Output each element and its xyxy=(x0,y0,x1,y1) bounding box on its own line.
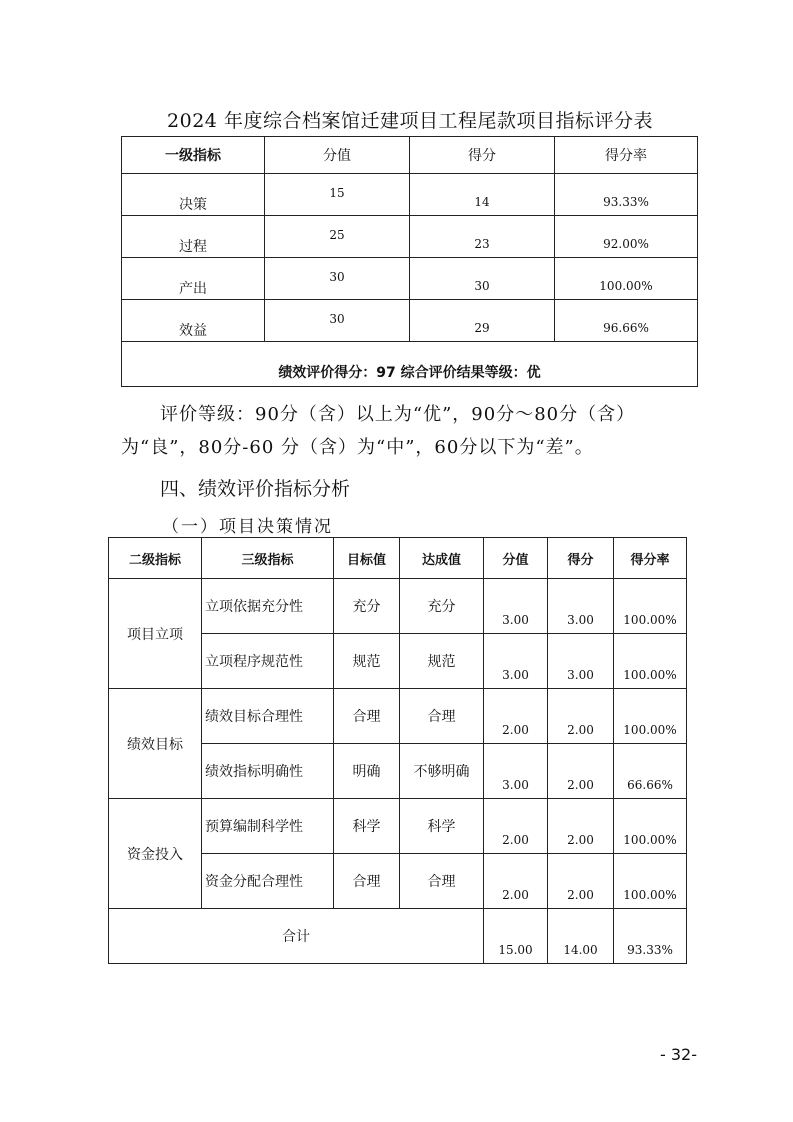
grading-rule-line-1: 评价等级：90分（含）以上为“优”，90分～80分（含） xyxy=(160,404,636,425)
group-name-cell: 资金投入 xyxy=(109,799,202,909)
value-cell: 25 xyxy=(265,216,410,258)
rate-cell: 93.33% xyxy=(555,174,698,216)
header-cell: 目标值 xyxy=(334,538,400,579)
header-cell: 三级指标 xyxy=(202,538,334,579)
actual-cell: 规范 xyxy=(400,634,484,689)
target-cell: 合理 xyxy=(334,854,400,909)
table-row xyxy=(109,689,687,744)
score-cell: 3.00 xyxy=(548,634,614,689)
table-row xyxy=(122,216,698,258)
value-cell: 30 xyxy=(265,258,410,300)
table-row xyxy=(109,579,687,634)
score-summary-table xyxy=(121,136,698,387)
rate-cell: 66.66% xyxy=(614,744,687,799)
indicator-cell: 预算编制科学性 xyxy=(202,799,334,854)
header-cell: 分值 xyxy=(484,538,548,579)
header-cell: 二级指标 xyxy=(109,538,202,579)
rate-cell: 92.00% xyxy=(555,216,698,258)
table-row xyxy=(122,300,698,342)
header-cell: 得分率 xyxy=(555,137,698,174)
header-cell: 得分 xyxy=(548,538,614,579)
decision-indicator-table xyxy=(108,537,687,964)
total-rate-cell: 93.33% xyxy=(614,909,687,964)
rate-cell: 100.00% xyxy=(614,854,687,909)
actual-cell: 充分 xyxy=(400,579,484,634)
target-cell: 规范 xyxy=(334,634,400,689)
grading-rule-line-2: 为“良”，80分-60 分（含）为“中”，60分以下为“差”。 xyxy=(121,437,594,458)
total-row xyxy=(109,909,687,964)
header-cell: 达成值 xyxy=(400,538,484,579)
total-score-cell: 14.00 xyxy=(548,909,614,964)
actual-cell: 合理 xyxy=(400,854,484,909)
row-name-cell: 效益 xyxy=(122,300,265,342)
total-value-cell: 15.00 xyxy=(484,909,548,964)
score-cell: 2.00 xyxy=(548,744,614,799)
indicator-cell: 绩效目标合理性 xyxy=(202,689,334,744)
row-name-cell: 决策 xyxy=(122,174,265,216)
target-cell: 科学 xyxy=(334,799,400,854)
table-row xyxy=(109,799,687,854)
rate-cell: 100.00% xyxy=(614,634,687,689)
value-cell: 30 xyxy=(265,300,410,342)
page-title: 2024 年度综合档案馆迁建项目工程尾款项目指标评分表 xyxy=(167,110,653,132)
indicator-cell: 资金分配合理性 xyxy=(202,854,334,909)
row-name-cell: 过程 xyxy=(122,216,265,258)
page-number: - 32- xyxy=(660,1045,697,1064)
target-cell: 合理 xyxy=(334,689,400,744)
actual-cell: 合理 xyxy=(400,689,484,744)
score-cell: 14 xyxy=(410,174,555,216)
rate-cell: 100.00% xyxy=(614,689,687,744)
header-cell: 得分 xyxy=(410,137,555,174)
header-cell: 得分率 xyxy=(614,538,687,579)
rate-cell: 100.00% xyxy=(555,258,698,300)
rate-cell: 100.00% xyxy=(614,799,687,854)
score-cell: 2.00 xyxy=(548,689,614,744)
rate-cell: 100.00% xyxy=(614,579,687,634)
summary-row xyxy=(122,342,698,387)
value-cell: 2.00 xyxy=(484,854,548,909)
group-name-cell: 绩效目标 xyxy=(109,689,202,799)
table-row xyxy=(122,258,698,300)
indicator-cell: 立项程序规范性 xyxy=(202,634,334,689)
row-name-cell: 产出 xyxy=(122,258,265,300)
target-cell: 充分 xyxy=(334,579,400,634)
value-cell: 2.00 xyxy=(484,799,548,854)
value-cell: 3.00 xyxy=(484,634,548,689)
indicator-cell: 绩效指标明确性 xyxy=(202,744,334,799)
indicator-cell: 立项依据充分性 xyxy=(202,579,334,634)
actual-cell: 不够明确 xyxy=(400,744,484,799)
rate-cell: 96.66% xyxy=(555,300,698,342)
summary-cell: 绩效评价得分：97 综合评价结果等级：优 xyxy=(122,342,698,387)
table-header-row xyxy=(109,538,687,579)
header-cell: 一级指标 xyxy=(122,137,265,174)
table-header-row xyxy=(122,137,698,174)
score-cell: 29 xyxy=(410,300,555,342)
group-name-cell: 项目立项 xyxy=(109,579,202,689)
value-cell: 15 xyxy=(265,174,410,216)
value-cell: 2.00 xyxy=(484,689,548,744)
score-cell: 3.00 xyxy=(548,579,614,634)
target-cell: 明确 xyxy=(334,744,400,799)
table-row xyxy=(122,174,698,216)
score-cell: 30 xyxy=(410,258,555,300)
header-cell: 分值 xyxy=(265,137,410,174)
actual-cell: 科学 xyxy=(400,799,484,854)
score-cell: 2.00 xyxy=(548,799,614,854)
score-cell: 23 xyxy=(410,216,555,258)
value-cell: 3.00 xyxy=(484,744,548,799)
subsection-heading: （一）项目决策情况 xyxy=(162,517,333,537)
score-cell: 2.00 xyxy=(548,854,614,909)
total-label-cell: 合计 xyxy=(109,909,484,964)
section-heading: 四、绩效评价指标分析 xyxy=(160,478,351,500)
value-cell: 3.00 xyxy=(484,579,548,634)
